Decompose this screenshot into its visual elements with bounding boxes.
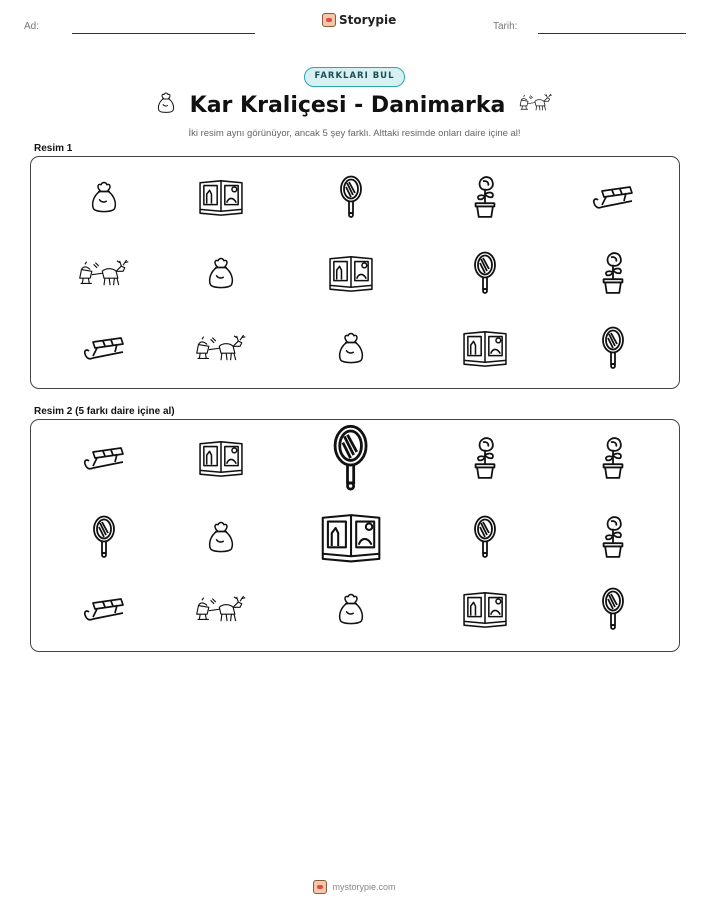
sack-icon[interactable] — [336, 593, 366, 626]
title-row — [0, 92, 709, 118]
mirror-icon[interactable] — [473, 515, 497, 559]
picture1-label: Resim 1 — [34, 143, 73, 154]
sack-icon — [156, 92, 176, 118]
sled-icon[interactable] — [83, 336, 125, 360]
date-line[interactable] — [538, 33, 686, 34]
rose-icon[interactable] — [472, 175, 498, 219]
sack-icon[interactable] — [336, 332, 366, 365]
reindeer-sleigh-icon[interactable] — [195, 595, 247, 623]
sled-icon[interactable] — [83, 446, 125, 470]
page-title: Kar Kraliçesi - Danimarka — [189, 92, 506, 118]
rose-icon[interactable] — [472, 436, 498, 480]
picture2-label: Resim 2 (5 farkı daire içine al) — [34, 406, 175, 417]
book-icon[interactable] — [198, 177, 244, 217]
reindeer-sleigh-icon[interactable] — [195, 334, 247, 362]
footer — [0, 880, 709, 894]
mirror-icon[interactable] — [601, 587, 625, 631]
storypie-logo — [322, 13, 396, 27]
date-label: Tarih: — [493, 21, 518, 32]
storypie-mascot-icon — [322, 13, 336, 27]
rose-icon[interactable] — [600, 251, 626, 295]
rose-icon[interactable] — [600, 515, 626, 559]
book-icon[interactable] — [198, 438, 244, 478]
rose-icon[interactable] — [600, 436, 626, 480]
name-line[interactable] — [72, 33, 255, 34]
book-icon[interactable] — [328, 253, 374, 293]
brand-name: Storypie — [339, 13, 397, 27]
book-icon[interactable] — [320, 510, 382, 564]
mirror-icon[interactable] — [601, 326, 625, 370]
instructions: İki resim aynı görünüyor, ancak 5 şey farklı. Alttaki resimde onları daire içine al! — [188, 128, 521, 139]
mirror-icon[interactable] — [473, 251, 497, 295]
storypie-mascot-icon — [313, 880, 327, 894]
mirror-icon[interactable] — [339, 175, 363, 219]
footer-url[interactable]: mystorypie.com — [332, 882, 396, 892]
book-icon[interactable] — [462, 328, 508, 368]
sled-icon[interactable] — [83, 597, 125, 621]
reindeer-sleigh-icon[interactable] — [78, 259, 130, 287]
activity-badge: FARKLARI BUL — [304, 67, 405, 87]
book-icon[interactable] — [462, 589, 508, 629]
mirror-icon[interactable] — [92, 515, 116, 559]
name-label: Ad: — [24, 21, 40, 32]
reindeer-sleigh-icon — [519, 93, 553, 117]
sled-icon[interactable] — [592, 185, 634, 209]
mirror-icon[interactable] — [332, 424, 369, 492]
sack-icon[interactable] — [206, 521, 236, 554]
sack-icon[interactable] — [89, 181, 119, 214]
sack-icon[interactable] — [206, 257, 236, 290]
